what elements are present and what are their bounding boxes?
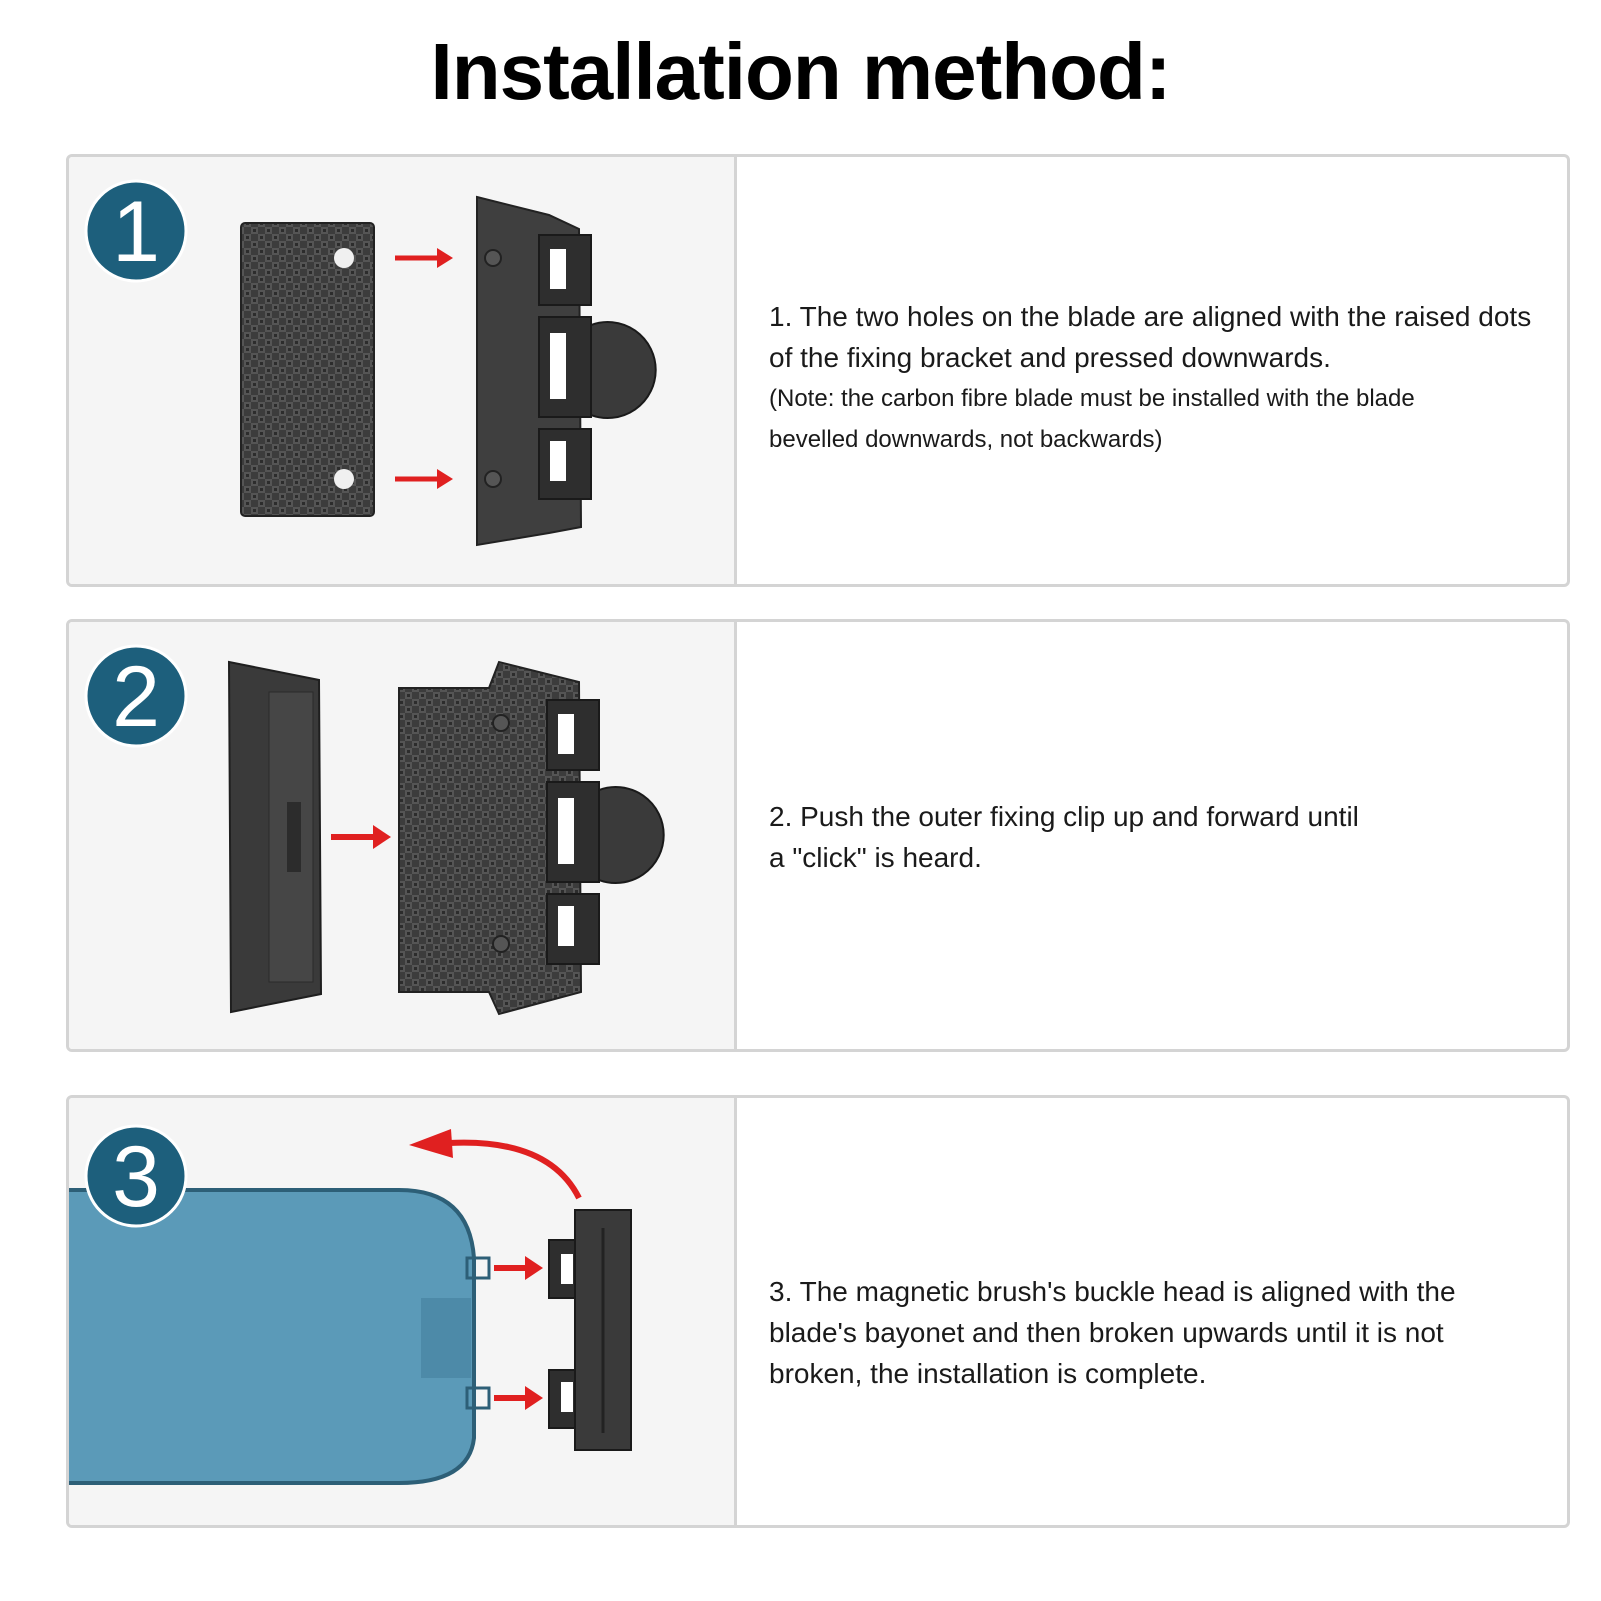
assembled-bracket-icon xyxy=(399,662,664,1014)
curved-arrow-up-icon xyxy=(409,1129,579,1198)
step-1-illustration xyxy=(69,157,737,584)
step-3-line-1: 3. The magnetic brush's buckle head is aligned with the xyxy=(769,1276,1456,1307)
arrow-right-icon xyxy=(395,248,453,268)
buckle-head-icon xyxy=(549,1210,631,1450)
step-3-diagram xyxy=(69,1098,734,1528)
step-1-panel xyxy=(66,154,1570,587)
step-2-panel xyxy=(66,619,1570,1052)
outer-fixing-clip-icon xyxy=(229,662,321,1012)
step-2-number: 2 xyxy=(112,649,160,745)
step-3-illustration xyxy=(69,1098,737,1525)
step-2-diagram xyxy=(69,622,734,1052)
page-title: Installation method: xyxy=(430,27,1171,116)
step-3-line-3: broken, the installation is complete. xyxy=(769,1358,1207,1389)
step-3-description xyxy=(769,1271,1547,1394)
step-3-panel xyxy=(66,1095,1570,1528)
arrow-right-icon xyxy=(494,1386,543,1410)
step-2-number-badge xyxy=(86,646,186,746)
step-3-number-badge xyxy=(86,1126,186,1226)
arrow-right-icon xyxy=(395,469,453,489)
step-3-number: 3 xyxy=(112,1129,160,1225)
step-1-note-line-2: bevelled downwards, not backwards) xyxy=(769,426,1163,453)
step-1-number: 1 xyxy=(112,184,160,280)
step-2-line-2: a "click" is heard. xyxy=(769,842,982,873)
step-2-description xyxy=(769,796,1547,878)
step-1-line-2: of the fixing bracket and pressed downwards. xyxy=(769,342,1331,373)
magnetic-brush-icon xyxy=(69,1190,489,1483)
carbon-blade-icon xyxy=(241,223,374,516)
step-1-note-line-1: (Note: the carbon fibre blade must be installed with the blade xyxy=(769,385,1415,412)
step-1-diagram xyxy=(69,157,734,587)
step-1-line-1: 1. The two holes on the blade are aligned with the raised dots xyxy=(769,301,1532,332)
arrow-right-icon xyxy=(331,825,391,849)
arrow-right-icon xyxy=(494,1256,543,1280)
fixing-bracket-icon xyxy=(477,197,656,545)
step-1-description xyxy=(769,296,1547,460)
step-2-line-1: 2. Push the outer fixing clip up and forward until xyxy=(769,801,1359,832)
step-2-illustration xyxy=(69,622,737,1049)
step-1-number-badge xyxy=(86,181,186,281)
step-3-line-2: blade's bayonet and then broken upwards until it is not xyxy=(769,1317,1444,1348)
